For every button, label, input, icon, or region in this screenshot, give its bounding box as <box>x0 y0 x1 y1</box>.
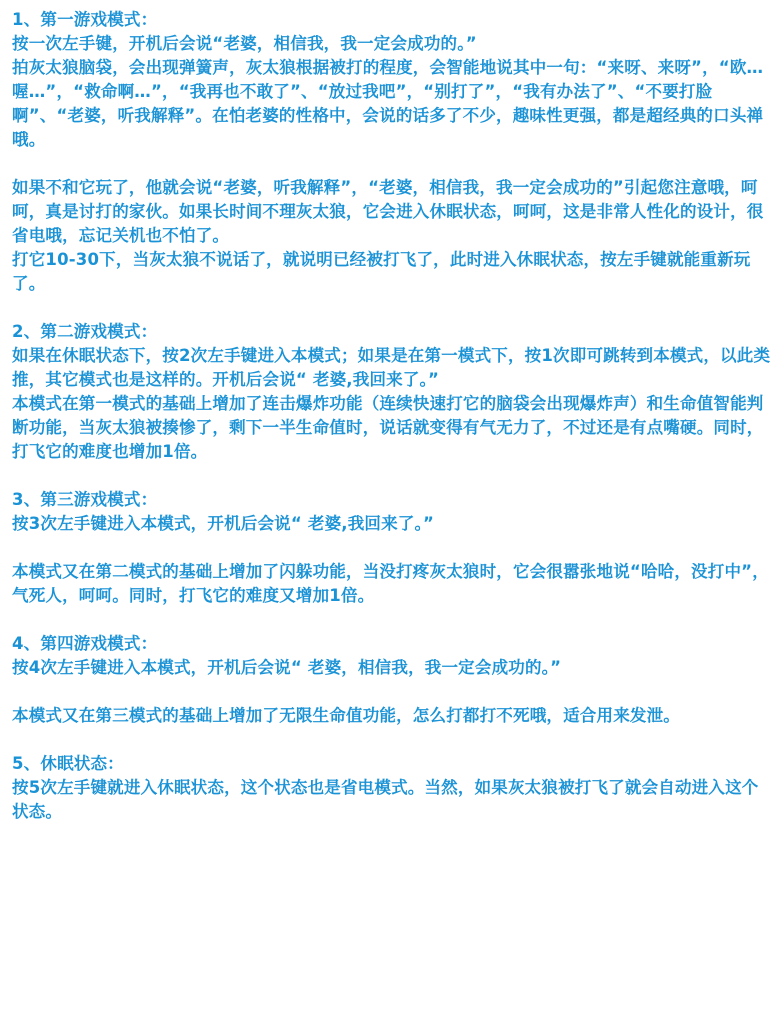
blank-line <box>12 536 772 560</box>
section-sleep-mode <box>12 752 772 824</box>
section-heading: 4、第四游戏模式： <box>12 634 158 653</box>
paragraph: 打它10-30下，当灰太狼不说话了，就说明已经被打飞了，此时进入休眠状态，按左手键就能重新玩了。 <box>12 250 751 293</box>
section-mode-4 <box>12 632 772 728</box>
section-heading: 5、休眠状态： <box>12 754 124 773</box>
instruction-document <box>12 8 772 824</box>
paragraph: 拍灰太狼脑袋，会出现弹簧声，灰太狼根据被打的程度，会智能地说其中一句：“来呀、来呀”，“欧…喔…”，“救命啊…”，“我再也不敢了”、“放过我吧”，“别打了”，“我有办法了”、“不要打脸啊”、“老婆，听我解释”。在怕老婆的性格中，会说的话多了不少，趣味性更强，都是超经典的口头禅哦。 <box>12 58 764 149</box>
paragraph: 按5次左手键就进入休眠状态，这个状态也是省电模式。当然，如果灰太狼被打飞了就会自动进入这个状态。 <box>12 778 759 821</box>
paragraph: 本模式又在第二模式的基础上增加了闪躲功能，当没打疼灰太狼时，它会很嚣张地说“哈哈，没打中”，气死人，呵呵。同时，打飞它的难度又增加1倍。 <box>12 562 769 605</box>
paragraph: 如果在休眠状态下，按2次左手键进入本模式；如果是在第一模式下，按1次即可跳转到本模式，以此类推，其它模式也是这样的。开机后会说“ 老婆,我回来了。” <box>12 346 771 389</box>
paragraph: 本模式在第一模式的基础上增加了连击爆炸功能（连续快速打它的脑袋会出现爆炸声）和生命值智能判断功能，当灰太狼被揍惨了，剩下一半生命值时，说话就变得有气无力了，不过还是有点嘴硬。同时，打飞它的难度也增加1倍。 <box>12 394 764 461</box>
section-mode-3 <box>12 488 772 608</box>
section-heading: 1、第一游戏模式： <box>12 10 158 29</box>
paragraph: 按一次左手键，开机后会说“老婆，相信我，我一定会成功的。” <box>12 34 477 53</box>
section-heading: 3、第三游戏模式： <box>12 490 158 509</box>
paragraph: 本模式又在第三模式的基础上增加了无限生命值功能，怎么打都打不死哦，适合用来发泄。 <box>12 706 680 725</box>
blank-line <box>12 680 772 704</box>
section-mode-1 <box>12 8 772 296</box>
paragraph: 如果不和它玩了，他就会说“老婆，听我解释”，“老婆，相信我，我一定会成功的”引起您注意哦，呵呵，真是讨打的家伙。如果长时间不理灰太狼，它会进入休眠状态，呵呵，这是非常人性化的设计，很省电哦，忘记关机也不怕了。 <box>12 178 764 245</box>
section-heading: 2、第二游戏模式： <box>12 322 158 341</box>
section-mode-2 <box>12 320 772 464</box>
blank-line <box>12 152 772 176</box>
paragraph: 按4次左手键进入本模式，开机后会说“ 老婆，相信我，我一定会成功的。” <box>12 658 562 677</box>
paragraph: 按3次左手键进入本模式，开机后会说“ 老婆,我回来了。” <box>12 514 435 533</box>
